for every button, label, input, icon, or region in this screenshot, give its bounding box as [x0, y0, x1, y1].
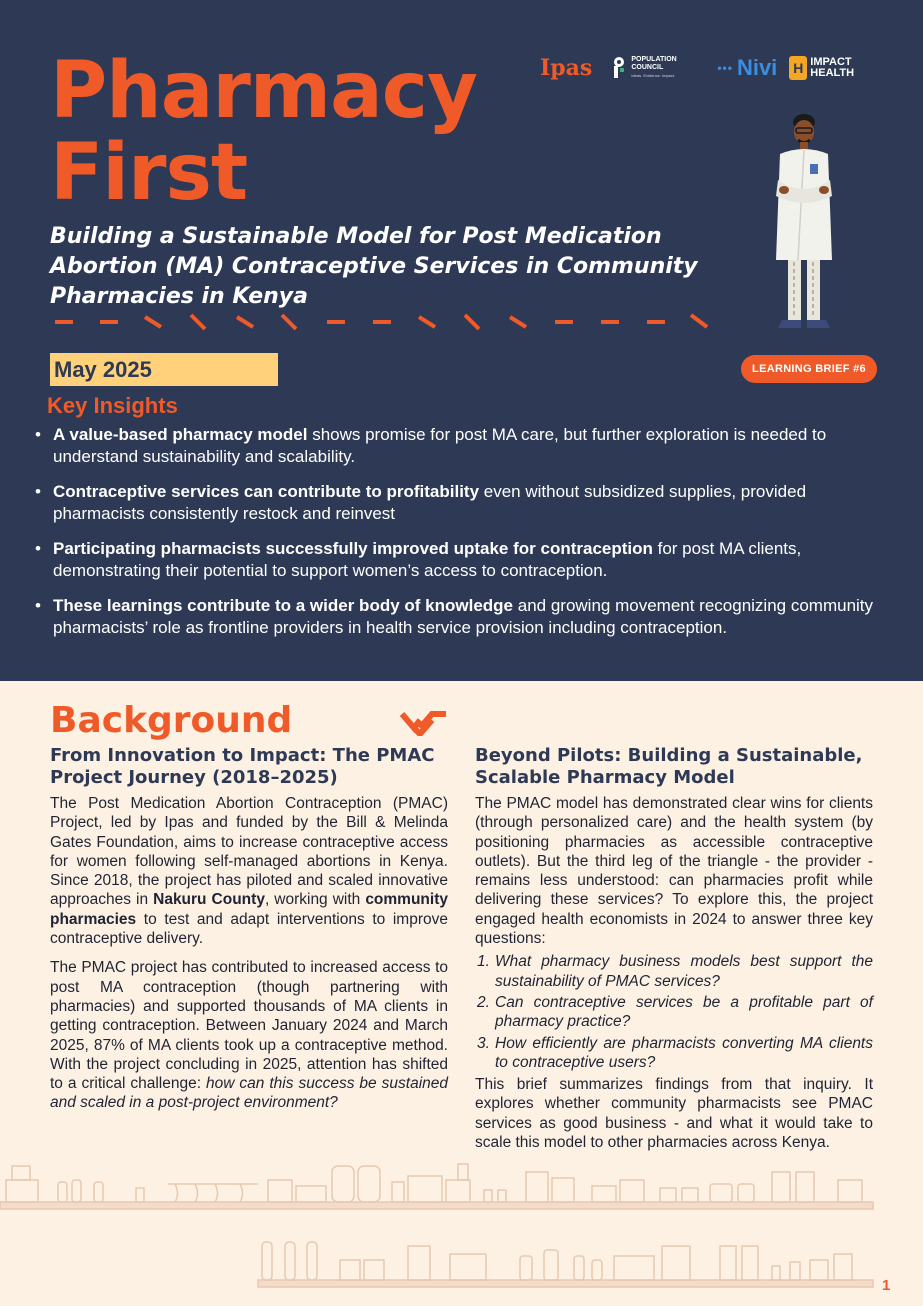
question-number: 3. [477, 1034, 490, 1052]
insight-item [35, 538, 885, 582]
left-paragraph-2 [50, 958, 448, 1112]
community-pharmacies-text: community pharmacies [50, 891, 448, 928]
insight-item [35, 481, 885, 525]
population-council-icon [612, 56, 626, 80]
left-column-heading: From Innovation to Impact: The PMAC Project Journey (2018–2025) [50, 745, 435, 788]
key-insights-list [35, 424, 885, 652]
right-paragraph-1: The PMAC model has demonstrated clear wins for clients (through personalized care) and the health system (by positioning pharmacies as accessible contraceptive outlets). But the third leg of the triangle - the provider - remains less understood: can pharmacies profit while delivering these services? To explore this, the project engaged health economists in 2024 to answer three key questions: [475, 795, 873, 948]
publication-date: May 2025 [50, 353, 278, 386]
question-item [475, 993, 873, 1032]
title-line-2: First [50, 128, 248, 218]
chevron-check-icon [400, 710, 450, 736]
page-number: 1 [882, 1277, 891, 1294]
key-insights-heading: Key Insights [47, 393, 178, 418]
insight-text: shows promise for post MA care, but further exploration is needed to understand sustainability and scalability. [53, 425, 827, 466]
population-council-logo [612, 56, 693, 80]
insight-item [35, 595, 885, 639]
question-item [475, 952, 873, 991]
insight-text: and growing movement recognizing community pharmacists’ role as frontline providers in health service provision including contraception. [53, 596, 874, 637]
impact-for-health-icon: H [789, 56, 807, 80]
key-questions-list [475, 952, 873, 1072]
insight-bold: Contraceptive services can contribute to profitability [53, 482, 480, 501]
nivi-name: Nivi [736, 55, 778, 80]
text-run: , working with [264, 891, 366, 909]
impact-for-health-name: IMPACT HEALTH [810, 56, 855, 79]
population-council-name: POPULATION COUNCIL [631, 56, 677, 71]
pharmacy-shelves-illustration [0, 1150, 923, 1306]
pharmacist-illustration [760, 110, 850, 335]
insight-text: for post MA clients, demonstrating their potential to support women’s access to contraception. [53, 539, 802, 580]
key-challenge-text: how can this success be sustained and scaled in a post-project environment? [50, 1075, 448, 1112]
page-subtitle: Building a Sustainable Model for Post Medication Abortion (MA) Contraceptive Services in Community Pharmacies in Kenya [50, 224, 698, 309]
insight-item [35, 424, 885, 468]
population-council-tagline: Ideas. Evidence. Impact. [631, 73, 676, 78]
left-paragraph-1 [50, 794, 448, 948]
partner-logos [540, 52, 854, 84]
impact-for-health-logo [789, 56, 854, 80]
nivi-logo [717, 55, 777, 81]
nivi-dots-icon: ••• [717, 61, 733, 75]
insight-bold: These learnings contribute to a wider body of knowledge [53, 596, 514, 615]
dashed-divider [55, 312, 745, 334]
insight-bold: A value-based pharmacy model [53, 425, 308, 444]
question-item [475, 1034, 873, 1073]
page-title [50, 46, 477, 218]
background-heading: Background [50, 700, 293, 741]
background-right-column [475, 745, 873, 1162]
insight-bold: Participating pharmacists successfully improved uptake for contraception [53, 539, 653, 558]
insight-text: even without subsidized supplies, provided pharmacists consistently restock and reinvest [53, 482, 807, 523]
text-run: The Post Medication Abortion Contraception (PMAC) Project, led by Ipas and funded by the Bill & Melinda Gates Foundation, aims to increase contraceptive access for women following self-managed abortions in Kenya. Since 2018, the project has piloted and scaled innovative approaches in [50, 795, 448, 909]
question-text: How efficiently are pharmacists converting MA clients to contraceptive users? [495, 1034, 873, 1071]
learning-brief-badge: LEARNING BRIEF #6 [741, 355, 877, 383]
question-text: Can contraceptive services be a profitable part of pharmacy practice? [495, 993, 873, 1031]
title-line-1: Pharmacy [50, 46, 477, 136]
ipas-logo: Ipas [540, 55, 593, 81]
question-number: 1. [477, 953, 490, 971]
right-paragraph-2: This brief summarizes findings from that inquiry. It explores whether community pharmacists see PMAC services as good business - and what it would take to scale this model to other pharmacies across Kenya. [475, 1076, 873, 1152]
right-column-heading: Beyond Pilots: Building a Sustainable, Scalable Pharmacy Model [475, 745, 863, 788]
question-number: 2. [477, 993, 490, 1011]
question-text: What pharmacy business models best support the sustainability of PMAC services? [495, 953, 873, 990]
background-left-column [50, 745, 448, 1123]
text-run: The PMAC project has contributed to increased access to post MA contraception (though partnering with pharmacies) and supported thousands of MA clients in getting contraception. Between January 2024 and March 2025, 87% of MA clients took up a contraceptive method. With the project concluding in 2025, attention has shifted to a critical challenge: [50, 959, 448, 1093]
nakuru-county-text: Nakuru County [153, 891, 265, 909]
text-run: to test and adapt interventions to improve contraceptive delivery. [50, 910, 448, 948]
